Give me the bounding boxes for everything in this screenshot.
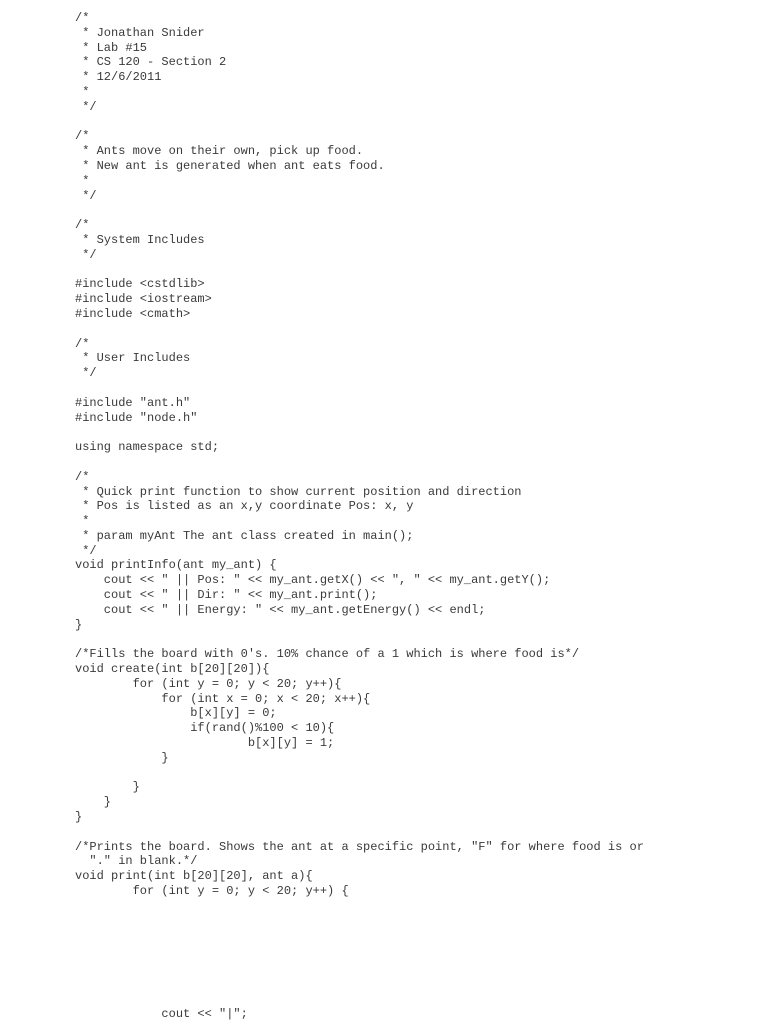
code-line: */ xyxy=(75,188,97,203)
code-line: } xyxy=(75,810,83,825)
code-line xyxy=(75,455,644,470)
code-listing xyxy=(75,11,644,899)
code-line xyxy=(75,425,644,440)
code-line: */ xyxy=(75,99,97,114)
code-line: /* xyxy=(75,129,90,144)
code-line: for (int y = 0; y < 20; y++) { xyxy=(75,884,349,899)
code-line: /* xyxy=(75,336,90,351)
code-line xyxy=(75,115,644,130)
code-line: for (int x = 0; x < 20; x++){ xyxy=(75,691,371,706)
code-line: /* xyxy=(75,469,90,484)
code-line: "." in blank.*/ xyxy=(75,854,198,869)
code-line: */ xyxy=(75,247,97,262)
code-line: * 12/6/2011 xyxy=(75,70,162,85)
code-line: void printInfo(ant my_ant) { xyxy=(75,558,277,573)
code-line: /*Prints the board. Shows the ant at a specific point, "F" for where food is or xyxy=(75,839,644,854)
code-line: using namespace std; xyxy=(75,440,220,455)
code-line: /* xyxy=(75,11,90,25)
code-line: #include <iostream> xyxy=(75,292,212,307)
code-line: b[x][y] = 0; xyxy=(75,706,277,721)
code-line xyxy=(75,632,644,647)
code-line xyxy=(75,203,644,218)
code-line: for (int y = 0; y < 20; y++){ xyxy=(75,676,342,691)
code-line xyxy=(75,766,644,781)
code-line: cout << " || Energy: " << my_ant.getEnergy() << endl; xyxy=(75,602,486,617)
code-line: * System Includes xyxy=(75,232,205,247)
code-line: } xyxy=(75,780,140,795)
code-line: if(rand()%100 < 10){ xyxy=(75,721,335,736)
code-line xyxy=(75,263,644,278)
code-line: * Pos is listed as an x,y coordinate Pos: x, y xyxy=(75,499,414,514)
code-line: cout << "|"; xyxy=(75,1007,248,1021)
code-line xyxy=(75,381,644,396)
code-line: #include "ant.h" xyxy=(75,395,191,410)
code-line: * param myAnt The ant class created in main(); xyxy=(75,528,414,543)
code-line: cout << " || Dir: " << my_ant.print(); xyxy=(75,588,378,603)
code-line: */ xyxy=(75,543,97,558)
code-line xyxy=(75,825,644,840)
code-line: * xyxy=(75,84,90,99)
code-line: b[x][y] = 1; xyxy=(75,736,335,751)
code-line: } xyxy=(75,795,112,810)
code-line: * New ant is generated when ant eats food. xyxy=(75,158,385,173)
code-line: /* xyxy=(75,218,90,233)
code-line: * Jonathan Snider xyxy=(75,25,205,40)
code-line: cout << " || Pos: " << my_ant.getX() << ", " << my_ant.getY(); xyxy=(75,573,551,588)
code-line xyxy=(75,322,644,337)
code-line: * Ants move on their own, pick up food. xyxy=(75,144,364,159)
code-line-tail xyxy=(75,1007,248,1022)
code-line: */ xyxy=(75,366,97,381)
code-line: * User Includes xyxy=(75,351,191,366)
code-line: * xyxy=(75,514,90,529)
code-line: * CS 120 - Section 2 xyxy=(75,55,227,70)
code-line: void print(int b[20][20], ant a){ xyxy=(75,869,313,884)
code-line: /*Fills the board with 0's. 10% chance of a 1 which is where food is*/ xyxy=(75,647,580,662)
code-line: #include "node.h" xyxy=(75,410,198,425)
code-line: } xyxy=(75,750,169,765)
code-line: void create(int b[20][20]){ xyxy=(75,662,270,677)
code-line: * Lab #15 xyxy=(75,40,148,55)
code-line: #include <cstdlib> xyxy=(75,277,205,292)
code-line: * Quick print function to show current position and direction xyxy=(75,484,522,499)
code-line: } xyxy=(75,617,83,632)
code-line: * xyxy=(75,173,90,188)
code-line: #include <cmath> xyxy=(75,306,191,321)
